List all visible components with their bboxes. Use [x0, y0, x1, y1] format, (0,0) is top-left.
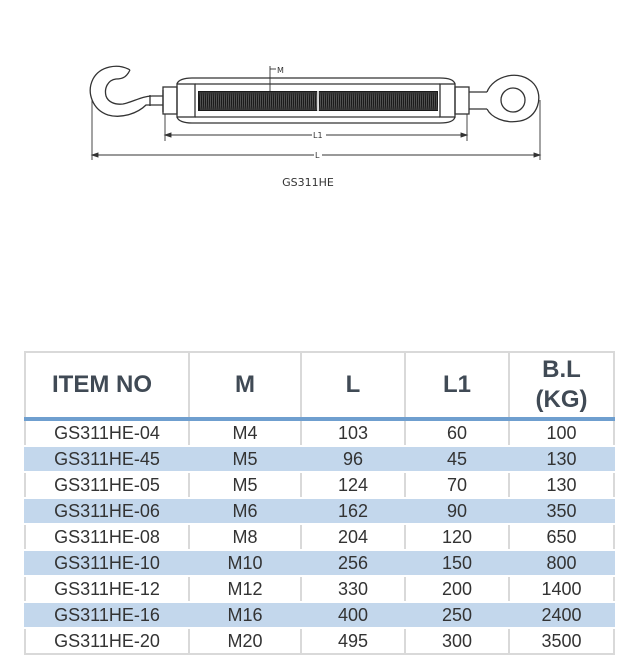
turnbuckle-drawing	[0, 0, 627, 200]
dimension-l-label: L	[315, 151, 320, 160]
cell-bl: 3500	[509, 628, 614, 654]
cell-m: M4	[189, 419, 301, 446]
cell-l: 162	[301, 498, 405, 524]
header-bl-line2: (KG)	[535, 386, 588, 413]
cell-item-no: GS311HE-06	[25, 498, 189, 524]
left-end-block	[163, 84, 195, 117]
cell-l1: 70	[405, 472, 509, 498]
cell-l: 330	[301, 576, 405, 602]
header-item-no: ITEM NO	[25, 352, 189, 419]
eye-end	[487, 75, 539, 121]
cell-bl: 2400	[509, 602, 614, 628]
cell-l1: 120	[405, 524, 509, 550]
hook-end	[90, 66, 163, 116]
cell-bl: 130	[509, 446, 614, 472]
cell-m: M8	[189, 524, 301, 550]
cell-l: 124	[301, 472, 405, 498]
spec-table	[24, 351, 615, 655]
cell-l1: 60	[405, 419, 509, 446]
cell-m: M16	[189, 602, 301, 628]
dimension-l1-label: L1	[313, 131, 323, 140]
cell-bl: 650	[509, 524, 614, 550]
cell-m: M5	[189, 446, 301, 472]
table-row	[25, 602, 614, 628]
cell-l1: 150	[405, 550, 509, 576]
header-bl-line1: B.L	[542, 356, 581, 383]
cell-l: 256	[301, 550, 405, 576]
cell-bl: 130	[509, 472, 614, 498]
cell-l: 96	[301, 446, 405, 472]
cell-m: M12	[189, 576, 301, 602]
table-row	[25, 576, 614, 602]
threaded-rod	[198, 90, 438, 112]
cell-l1: 200	[405, 576, 509, 602]
table-row	[25, 419, 614, 446]
cell-bl: 100	[509, 419, 614, 446]
cell-l: 204	[301, 524, 405, 550]
cell-l1: 45	[405, 446, 509, 472]
cell-bl: 800	[509, 550, 614, 576]
cell-m: M20	[189, 628, 301, 654]
cell-l: 103	[301, 419, 405, 446]
table-row	[25, 446, 614, 472]
cell-bl: 1400	[509, 576, 614, 602]
cell-l: 400	[301, 602, 405, 628]
header-row	[25, 352, 614, 419]
cell-m: M6	[189, 498, 301, 524]
table-row	[25, 628, 614, 654]
header-m: M	[189, 352, 301, 419]
table-row	[25, 524, 614, 550]
cell-item-no: GS311HE-10	[25, 550, 189, 576]
header-l1: L1	[405, 352, 509, 419]
cell-item-no: GS311HE-08	[25, 524, 189, 550]
cell-l1: 300	[405, 628, 509, 654]
cell-l1: 90	[405, 498, 509, 524]
cell-item-no: GS311HE-04	[25, 419, 189, 446]
cell-item-no: GS311HE-45	[25, 446, 189, 472]
cell-item-no: GS311HE-05	[25, 472, 189, 498]
table-row	[25, 550, 614, 576]
cell-item-no: GS311HE-16	[25, 602, 189, 628]
cell-item-no: GS311HE-20	[25, 628, 189, 654]
dimension-m-label: M	[277, 66, 284, 75]
cell-l: 495	[301, 628, 405, 654]
right-end-block	[440, 84, 487, 117]
header-l: L	[301, 352, 405, 419]
cell-l1: 250	[405, 602, 509, 628]
model-caption: GS311HE	[282, 176, 334, 189]
cell-item-no: GS311HE-12	[25, 576, 189, 602]
cell-m: M5	[189, 472, 301, 498]
table-row	[25, 498, 614, 524]
cell-bl: 350	[509, 498, 614, 524]
table-row	[25, 472, 614, 498]
header-bl	[509, 352, 614, 419]
cell-m: M10	[189, 550, 301, 576]
